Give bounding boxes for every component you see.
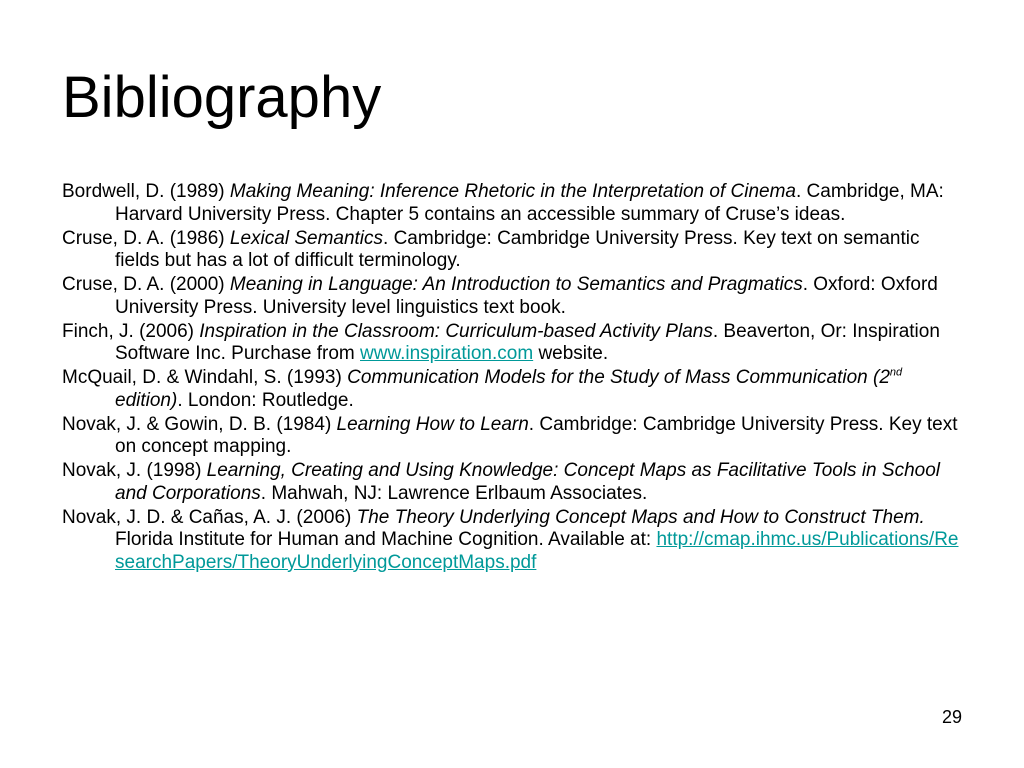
reference-item — [62, 367, 967, 412]
reference-author: Novak, J. & Gowin, D. B. (1984) — [62, 413, 337, 435]
reference-item — [62, 507, 967, 575]
reference-title: Learning, Creating and Using Knowledge: Concept Maps as Facilitative Tools in School and Corporations — [115, 460, 940, 504]
edition-superscript: nd — [889, 366, 903, 379]
reference-details-end: website. — [533, 343, 609, 364]
reference-author: Novak, J. (1998) — [62, 460, 207, 481]
reference-title: Inspiration in the Classroom: Curriculum-based Activity Plans — [199, 320, 713, 342]
reference-item — [62, 321, 967, 366]
reference-details: . Oxford: Oxford University Press. University level linguistics text book. — [115, 274, 938, 318]
reference-details: . Mahwah, NJ: Lawrence Erlbaum Associates. — [260, 482, 648, 504]
reference-title: Learning How to Learn — [336, 413, 529, 435]
reference-item — [62, 414, 967, 459]
reference-title-part2: edition) — [115, 389, 178, 411]
reference-item — [62, 228, 967, 273]
reference-title-part1: Communication Models for the Study of Mass Communication (2 — [347, 367, 890, 388]
reference-details: Florida Institute for Human and Machine Cognition. Available at: — [115, 529, 657, 550]
reference-item — [62, 460, 967, 505]
cmap-pdf-link[interactable]: http://cmap.ihmc.us/Publications/ResearchPapers/TheoryUnderlyingConceptMaps.pdf — [115, 529, 959, 573]
bibliography-list — [62, 181, 967, 576]
reference-item — [62, 181, 967, 226]
reference-title: Making Meaning: Inference Rhetoric in the Interpretation of Cinema — [229, 181, 796, 202]
reference-author: Cruse, D. A. (2000) — [62, 274, 230, 295]
reference-details: . Beaverton, Or: Inspiration Software Inc. Purchase from — [115, 320, 940, 364]
reference-details: . Cambridge: Cambridge University Press. Key text on semantic fields but has a lot of difficult terminology. — [115, 227, 920, 271]
reference-author: Bordwell, D. (1989) — [62, 181, 230, 202]
reference-item — [62, 274, 967, 319]
reference-author: Finch, J. (2006) — [62, 320, 200, 342]
page-number: 29 — [941, 707, 962, 727]
reference-author: Novak, J. D. & Cañas, A. J. (2006) — [62, 506, 357, 528]
reference-details: . London: Routledge. — [177, 389, 354, 411]
reference-title: The Theory Underlying Concept Maps and How to Construct Them. — [356, 506, 925, 528]
reference-title: Lexical Semantics — [229, 227, 384, 249]
reference-details: . Cambridge, MA: Harvard University Press. Chapter 5 contains an accessible summary of Cruse’s ideas. — [115, 181, 944, 225]
reference-author: Cruse, D. A. (1986) — [62, 227, 230, 249]
inspiration-link[interactable]: www.inspiration.com — [360, 343, 534, 364]
reference-author: McQuail, D. & Windahl, S. (1993) — [62, 367, 348, 388]
reference-title: Meaning in Language: An Introduction to Semantics and Pragmatics — [229, 274, 803, 295]
slide-title: Bibliography — [62, 65, 382, 130]
reference-details: . Cambridge: Cambridge University Press. Key text on concept mapping. — [115, 413, 958, 457]
